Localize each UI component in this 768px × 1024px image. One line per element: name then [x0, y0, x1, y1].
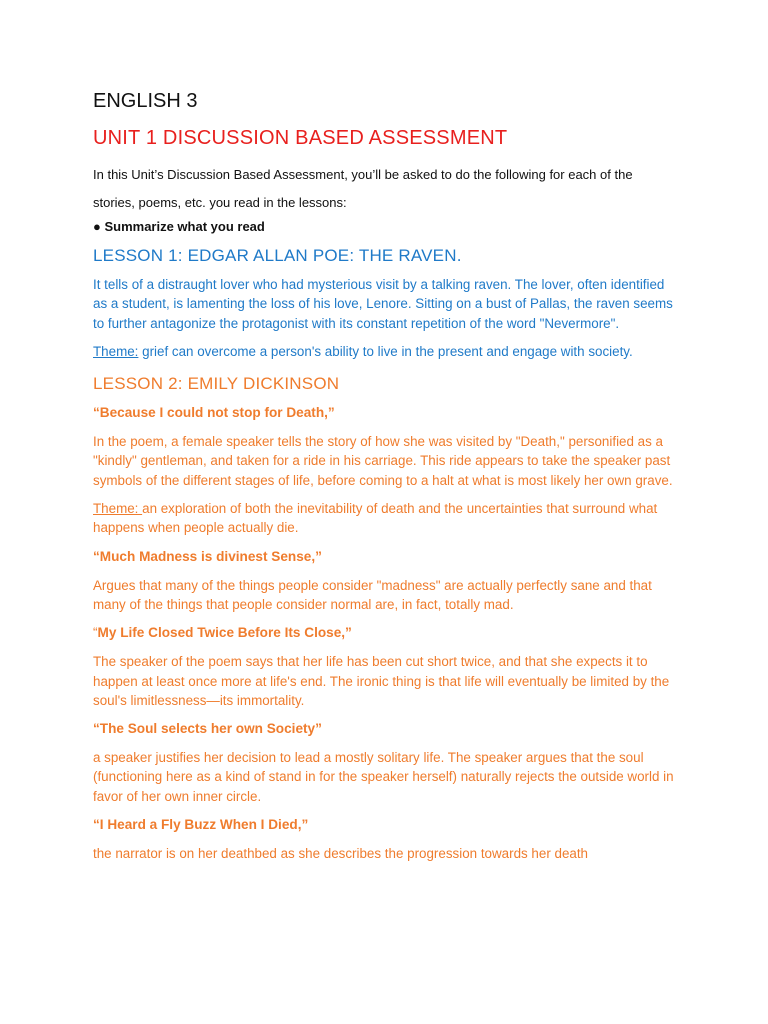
- lesson-1-theme: [93, 342, 678, 361]
- open-quote: “: [93, 625, 98, 641]
- poem-summary: Argues that many of the things people consider "madness" are actually perfectly sane and that many of the things that people consider normal are, in fact, totally mad.: [93, 577, 652, 612]
- intro-line-2: stories, poems, etc. you read in the lessons:: [93, 195, 347, 210]
- unit-title: UNIT 1 DISCUSSION BASED ASSESSMENT: [93, 127, 508, 149]
- theme-label: Theme:: [93, 343, 139, 359]
- poem-title: “I Heard a Fly Buzz When I Died,”: [93, 817, 309, 833]
- bullet-summarize: ● Summarize what you read: [93, 219, 265, 234]
- theme-text: an exploration of both the inevitability of death and the uncertainties that surround what happens when people actually die.: [93, 501, 658, 536]
- course-title: ENGLISH 3: [93, 90, 198, 112]
- poem-summary: The speaker of the poem says that her life has been cut short twice, and that she expects it to happen at least once more at life's end. The ironic thing is that life will eventually be limited by the soul's limitlessness—its immortality.: [93, 654, 670, 708]
- poem-theme: [93, 499, 678, 538]
- theme-label: Theme:: [93, 501, 143, 517]
- poem-title: [93, 623, 678, 643]
- poem-title-text: My Life Closed Twice Before Its Close,”: [97, 625, 352, 641]
- lesson-1-heading: LESSON 1: EDGAR ALLAN POE: THE RAVEN.: [93, 246, 462, 265]
- poem-summary: a speaker justifies her decision to lead a mostly solitary life. The speaker argues that the soul (functioning here as a kind of stand in for the speaker herself) naturally rejects the outside world in favor of her own inner circle.: [93, 750, 674, 804]
- poem-title: “Much Madness is divinest Sense,”: [93, 548, 322, 564]
- poem-title: “The Soul selects her own Society”: [93, 721, 322, 737]
- poem-summary: In the poem, a female speaker tells the story of how she was visited by "Death," personified as a "kindly" gentleman, and taken for a ride in his carriage. This ride appears to take the speaker past symbols of the different stages of life, before coming to a halt at what is most likely her own grave.: [93, 434, 673, 488]
- theme-text: grief can overcome a person's ability to live in the present and engage with society.: [138, 343, 633, 359]
- poem-title: “Because I could not stop for Death,”: [93, 405, 335, 421]
- intro-line-1: In this Unit’s Discussion Based Assessment, you’ll be asked to do the following for each of the: [93, 167, 633, 182]
- poem-summary: the narrator is on her deathbed as she describes the progression towards her death: [93, 846, 589, 862]
- lesson-1-summary: It tells of a distraught lover who had mysterious visit by a talking raven. The lover, often identified as a student, is lamenting the loss of his love, Lenore. Sitting on a bust of Pallas, the raven seems to further antagonize the protagonist with its constant repetition of the word "Nevermore".: [93, 277, 673, 331]
- lesson-2-heading: LESSON 2: EMILY DICKINSON: [93, 374, 340, 394]
